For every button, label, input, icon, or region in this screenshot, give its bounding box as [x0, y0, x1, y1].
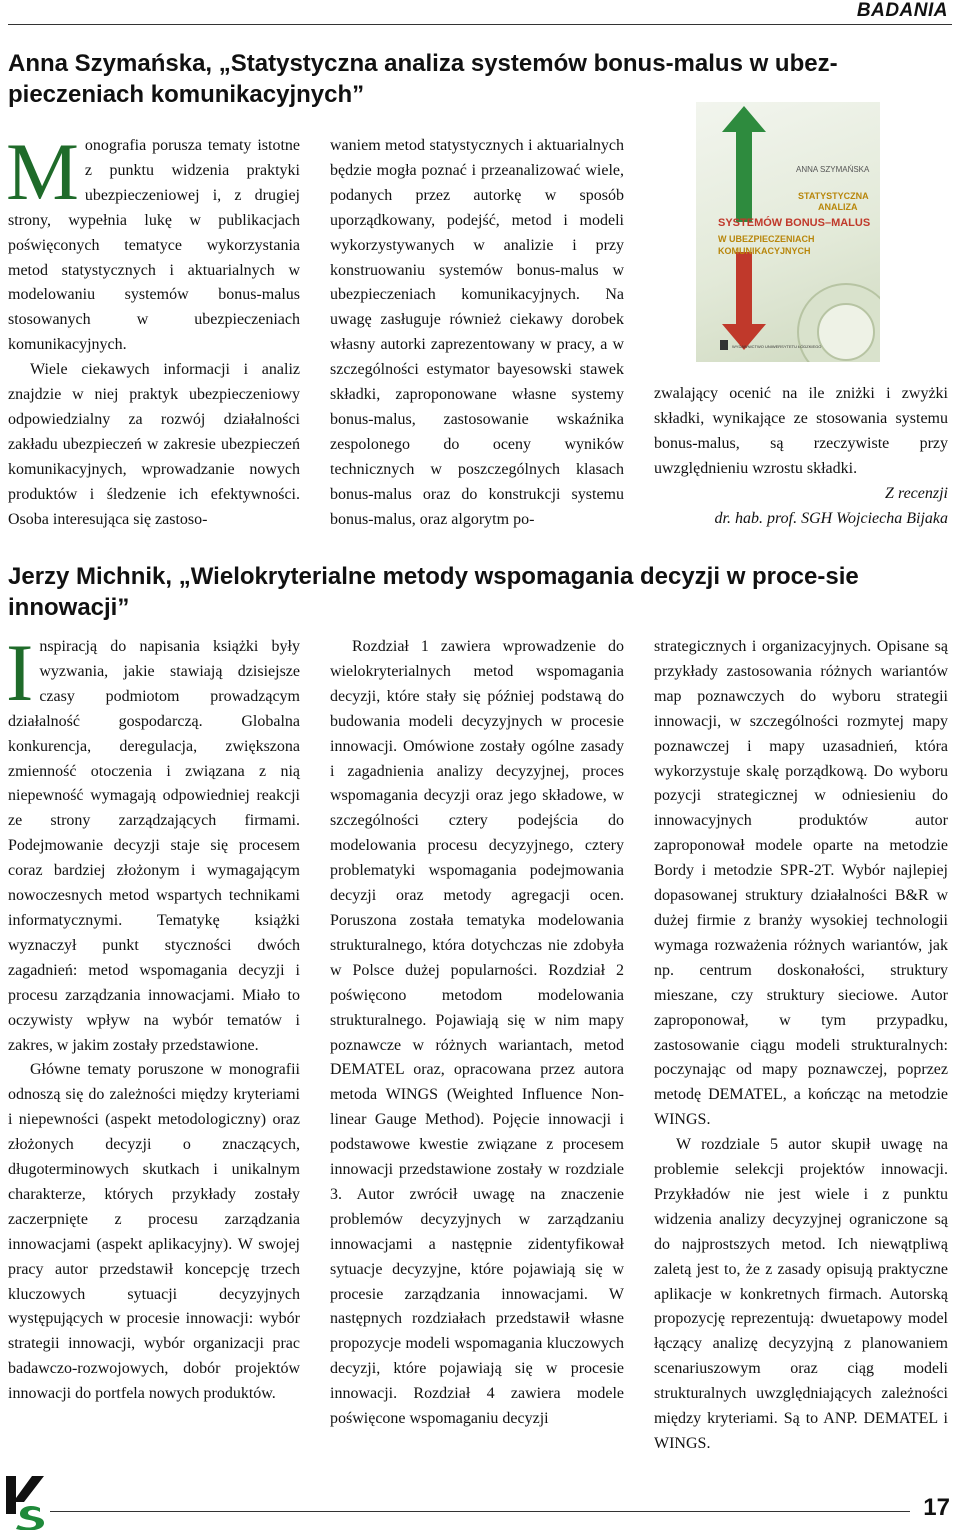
cover-publisher: WYDAWNICTWO UNIWERSYTETU ŁÓDZKIEGO — [732, 344, 822, 349]
cover-author: ANNA SZYMAŃSKA — [796, 165, 870, 174]
page-number: 17 — [923, 1494, 950, 1521]
review1-column-1 — [6, 126, 300, 533]
book-cover-art — [696, 102, 880, 362]
cover-line5: KOMUNIKACYJNYCH — [718, 246, 811, 256]
arrow-down-icon — [722, 252, 766, 350]
cover-line2: ANALIZA — [818, 202, 858, 212]
review2-column-1 — [6, 627, 300, 1407]
review1-title: Anna Szymańska, „Statystyczna analiza systemów bonus-malus w ubez-pieczeniach komunikacyjnych” — [8, 50, 838, 108]
review1-col3-para: zwalający ocenić na ile zniżki i zwyżki składki, wynikające ze stosowania systemu bonus-malus, są rzeczywiste przy uwzględnieniu wzrostu składki. — [654, 385, 948, 477]
footer-rule — [50, 1511, 910, 1512]
review1-signature-author: dr. hab. prof. SGH Wojciecha Bijaka — [714, 509, 948, 527]
review2-column-3 — [654, 635, 948, 1457]
journal-logo-icon — [2, 1474, 48, 1530]
drop-cap: I — [6, 627, 34, 718]
cover-line3: SYSTEMÓW BONUS–MALUS — [718, 217, 871, 229]
review2-col1-para2: Główne tematy poruszone w monografii odnoszą się do zależności między kryteriami i niepewności (aspekt metodologiczny) oraz złożonych decyzji o znaczących, długoterminowych skutkach i unikalnym charakterze, których przykłady zostały zaczerpnięte z procesu zarządzania innowacjami (aspekt aplikacyjny). W swojej pracy autor przedstawił koncepcję trzech kluczowych sytuacji decyzyjnych występujących w procesie innowacji: wybór strategii innowacji, wybór organizacji prac badawczo-rozwojowych, dobór projektów innowacji do portfela nowych produktów. — [8, 1061, 300, 1403]
header-rule — [8, 24, 952, 25]
review1-column-3 — [654, 382, 948, 531]
review2-col3-para1: strategicznych i organizacyjnych. Opisane są przykłady zastosowania różnych wariantów map poznawczych do wyboru strategii innowacji, w szczególności rozmytej mapy poznawczej i mapy uzasadnień, która wykorzystuje skalę porządkową. Do wyboru pozycji strategicznej w odniesieniu do innowacyjnych produktów autor zaproponował modele oparte na metodzie Bordy i metodzie SPR-2T. Wybór najlepiej dopasowanej struktury działalności B&R w dużej firmie z branży wysokiej technologii wymaga rozważenia różnych wariantów, jak np. centrum doskonałości, struktury mieszane, czy struktury sieciowe. Autor zaproponował, w tym przypadku, zastosowanie ciągu modeli strukturalnych: poczynając od mapy poznawczej, poprzez metodę DEMATEL, a kończąc na metodzie WINGS. — [654, 638, 948, 1129]
section-tag: BADANIA — [856, 0, 948, 21]
drop-cap: M — [6, 126, 79, 217]
review2-title: Jerzy Michnik, „Wielokryterialne metody wspomagania decyzji w proce-sie innowacji” — [8, 563, 859, 621]
review1-column-2 — [330, 134, 624, 533]
review1-col1-para1: Monografia porusza tematy istotne z punktu widzenia praktyki ubezpieczeniowej i, z drugiej strony, wypełnia lukę w publikacjach poświęconych tematyce wykorzystania metod statystycznych i aktuarialnych w modelowaniu systemów bonus-malus stosowanych w ubezpieczeniach komunikacyjnych. — [6, 126, 300, 354]
cover-line4: W UBEZPIECZENIACH — [718, 234, 815, 244]
review2-col2-para: Rozdział 1 zawiera wprowadzenie do wielokryterialnych metod wspomagania decyzji, które stały się później podstawą do budowania modeli decyzyjnych w procesie innowacji. Omówione zostały ogólne zasady i zagadnienia analizy decyzyjnej, proces wspomagania decyzji oraz jego składowe, w szczególności cztery podejścia do modelowania procesu decyzyjnego, cztery problematyki wspomagania podejmowania decyzji oraz metody agregacji ocen. Poruszona została tematyka modelowania strukturalnego, która dotychczas nie zdobyła w Polsce dużej popularności. Rozdział 2 poświęcono metodom modelowania strukturalnego. Pojawiają się w nim mapy poznawcze w różnych wariantach, metod DEMATEL oraz, opracowana przez autora metoda WINGS (Weighted Influence Non-linear Gauge Method). Pojęcie innowacji i podstawowe kwestie związane z procesem innowacji przedstawione zostały w rozdziale 3. Autor zwrócił uwagę na znaczenie problemów decyzyjnych w zarządzaniu innowacjami a następnie zidentyfikował sytuacje decyzyjne, które pojawiają się w procesie zarządzania innowacjami. W następnych rozdziałach przedstawił własne propozycje modeli wspomagania kluczowych decyzji, które pojawiają się w procesie innowacji. Rozdział 4 zawiera modele poświęcone wspomaganiu decyzji — [330, 638, 624, 1428]
review1-signature-source: Z recenzji — [885, 484, 948, 502]
arrow-up-icon — [722, 106, 766, 222]
review2-col3-para2: W rozdziale 5 autor skupił uwagę na problemie selekcji projektów innowacji. Przykładów nie jest wiele i z punktu widzenia analizy decyzyjnej ograniczone są do najprostszych metod. Ich niewątpliwą zaletą jest to, że z zasady opisują praktyczne aplikacje w konkretnych firmach. Autorską propozycję reprezentują: dwuetapowy model łączący analizę decyzyjną z planowaniem scenariuszowym oraz ciąg modeli strukturalnych uwzględniających zależności między kryteriami. Są to ANP. DEMATEL i WINGS. — [654, 1136, 948, 1452]
review2-column-2 — [330, 635, 624, 1432]
review2-col1-para1: Inspiracją do napisania książki były wyzwania, jakie stawiają dzisiejsze czasy podmiotom prowadzącym działalność gospodarczą. Globalna konkurencja, deregulacja, zwiększona zmienność otoczenia i związana z nią niepewność wymagają odpowiedniej reakcji ze strony zarządzających firmami. Podejmowanie decyzji staje się procesem coraz bardziej złożonym i wymagającym nowoczesnych metod wspartych technikami informatycznymi. Tematykę książki wyznaczył punkt styczności dwóch zagadnień: metod wspomagania decyzji i procesu zarządzania innowacjami. Miało to oczywisty wpływ na wybór tematów i zakres, w jakim zostały przedstawione. — [6, 627, 300, 1054]
review1-col2-para: waniem metod statystycznych i aktuarialnych będzie mogła poznać i przeanalizować wiele, podanych przez autorkę w sposób uporządkowany, podejść, metod i modeli wykorzystywanych w analizie i przy konstruowaniu systemów bonus-malus w ubezpieczeniach komunikacyjnych. Na uwagę zasługuje również ciekawy dorobek własny autorki zaprezentowany w pracy, a w szczególności estymator bayesowski stawek składki, zaproponowane własne systemy bonus-malus, zastosowanie wskaźnika zespolonego do oceny wyników technicznych w poszczególnych klasach bonus-malus oraz do konstrukcji systemu bonus-malus, oraz algorytm po- — [330, 137, 624, 528]
book-cover — [696, 102, 880, 362]
cover-line1: STATYSTYCZNA — [798, 191, 869, 201]
review1-col1-para2: Wiele ciekawych informacji i analiz znajdzie w niej praktyk ubezpieczeniowy odpowiedzialny za rozwój działalności zakładu ubezpieczeń w zakresie ubezpieczeń komunikacyjnych, wprowadzanie nowych produktów i śledzenie ich efektywności. Osoba interesująca się zastoso- — [8, 361, 300, 528]
